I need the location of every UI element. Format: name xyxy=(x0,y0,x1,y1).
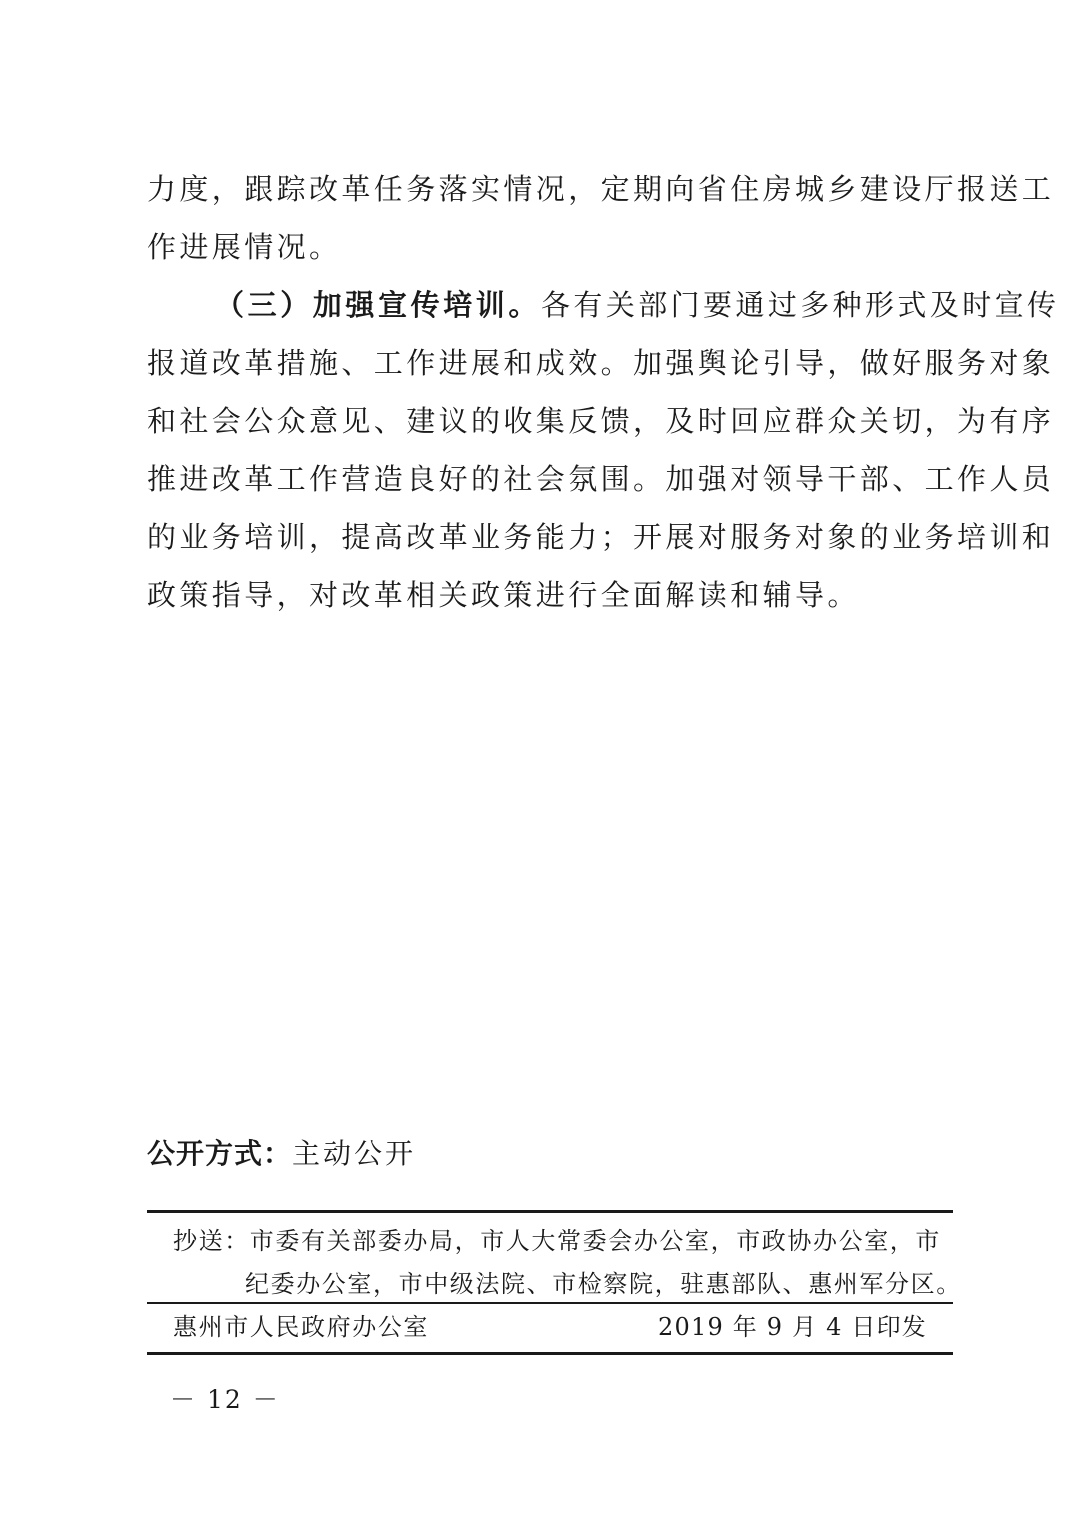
cc-recipients-line-2: 纪委办公室，市中级法院、市检察院，驻惠部队、惠州军分区。 xyxy=(245,1270,962,1298)
issue-date: 2019 年 9 月 4 日印发 xyxy=(658,1313,927,1341)
section-3-heading: （三）加强宣传培训。 xyxy=(215,288,542,322)
body-line-6: 推进改革工作营造良好的社会氛围。加强对领导干部、工作人员 xyxy=(147,462,1055,496)
body-line-8: 政策指导，对改革相关政策进行全面解读和辅导。 xyxy=(147,578,860,612)
disclosure-value: 主动公开 xyxy=(292,1137,417,1170)
body-line-2: 作进展情况。 xyxy=(147,230,342,264)
cc-top-rule xyxy=(147,1210,953,1213)
cc-recipients-line-1: 抄送：市委有关部委办局，市人大常委会办公室，市政协办公室，市 xyxy=(173,1227,941,1255)
body-line-7: 的业务培训，提高改革业务能力；开展对服务对象的业务培训和 xyxy=(147,520,1055,554)
disclosure-method xyxy=(147,1130,416,1178)
section-3-first-line xyxy=(215,276,1060,334)
page-number: － 12 － xyxy=(170,1385,280,1414)
cc-middle-rule xyxy=(147,1302,953,1304)
disclosure-label: 公开方式： xyxy=(147,1137,293,1170)
issuing-office: 惠州市人民政府办公室 xyxy=(173,1313,429,1341)
body-line-5: 和社会公众意见、建议的收集反馈，及时回应群众关切，为有序 xyxy=(147,404,1055,438)
cc-bottom-rule xyxy=(147,1352,953,1355)
body-line-4: 报道改革措施、工作进展和成效。加强舆论引导，做好服务对象 xyxy=(147,346,1055,380)
section-3-first-line-text: 各有关部门要通过多种形式及时宣传 xyxy=(541,288,1060,322)
body-line-1: 力度，跟踪改革任务落实情况，定期向省住房城乡建设厅报送工 xyxy=(147,172,1055,206)
